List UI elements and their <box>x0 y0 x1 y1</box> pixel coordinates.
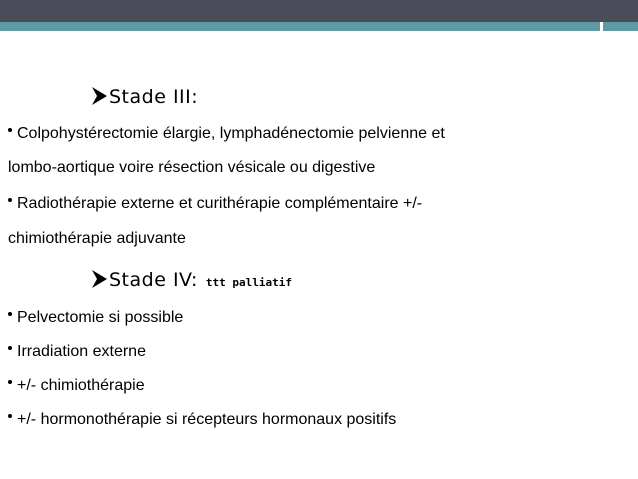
list-item <box>8 124 445 144</box>
list-item-continuation <box>8 229 186 249</box>
list-item-text: Colpohystérectomie élargie, lymphadénectomie pelvienne et <box>17 125 445 142</box>
stage-4-heading-text: Stade IV: <box>109 269 198 291</box>
accent-strip-end <box>603 22 638 31</box>
bullet-icon <box>8 414 12 418</box>
accent-strip <box>0 22 600 31</box>
top-bar <box>0 0 638 22</box>
list-item-text: lombo-aortique voire résection vésicale ou digestive <box>8 159 376 176</box>
list-item <box>8 308 183 328</box>
bullet-icon <box>8 346 12 350</box>
stage-3-heading-text: Stade III: <box>109 86 199 108</box>
list-item <box>8 410 396 430</box>
list-item-continuation <box>8 158 375 178</box>
list-item <box>8 342 146 362</box>
bullet-icon <box>8 312 12 316</box>
bullet-icon <box>8 198 12 202</box>
arrowhead-icon <box>91 269 108 289</box>
list-item-text: Irradiation externe <box>17 343 146 360</box>
list-item-text: Pelvectomie si possible <box>17 309 184 326</box>
list-item-text: +/- chimiothérapie <box>17 377 145 394</box>
stage-4-heading <box>91 268 292 295</box>
arrowhead-icon <box>91 86 108 106</box>
list-item <box>8 376 145 396</box>
bullet-icon <box>8 380 12 384</box>
stage-4-note: ttt palliatif <box>205 276 292 289</box>
list-item-text: chimiothérapie adjuvante <box>8 230 186 247</box>
list-item-text: Radiothérapie externe et curithérapie complémentaire +/- <box>17 195 423 212</box>
stage-3-heading <box>91 85 198 109</box>
bullet-icon <box>8 128 12 132</box>
list-item <box>8 194 422 214</box>
list-item-text: +/- hormonothérapie si récepteurs hormonaux positifs <box>17 411 397 428</box>
